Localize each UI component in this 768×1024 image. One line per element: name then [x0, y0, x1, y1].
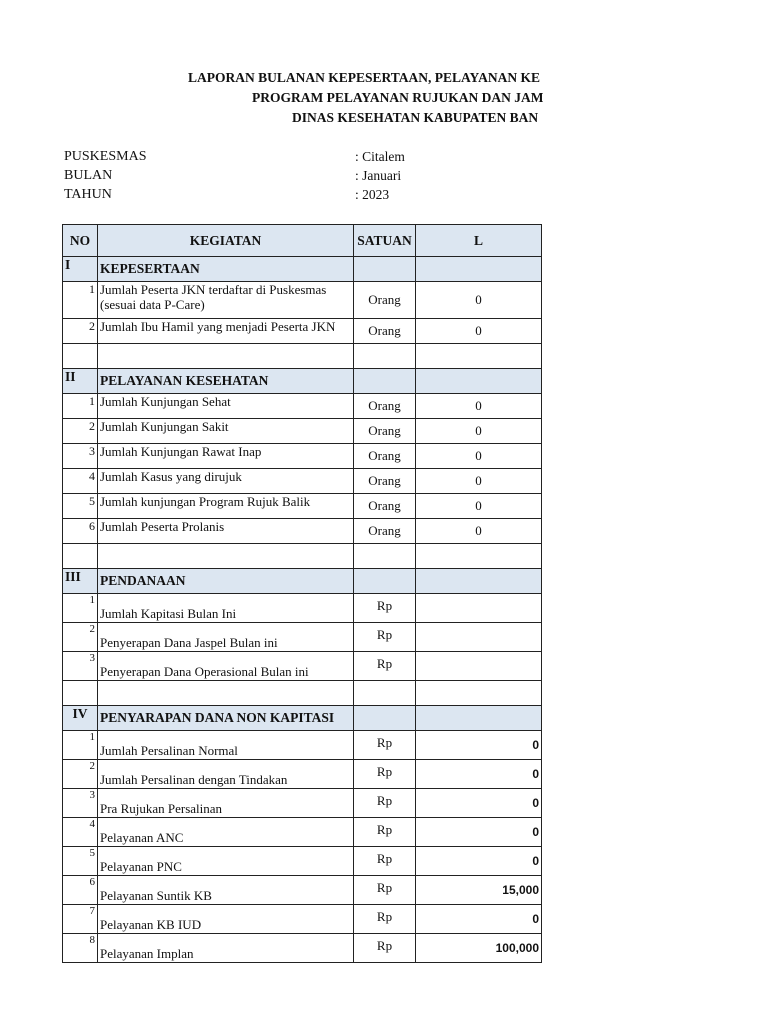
row-number: 1: [63, 394, 98, 419]
row-number: 2: [63, 623, 98, 652]
row-number: 5: [63, 494, 98, 519]
row-satuan: Orang: [354, 394, 416, 419]
section-l-cell: [416, 706, 542, 731]
row-satuan: Orang: [354, 494, 416, 519]
row-satuan: Orang: [354, 469, 416, 494]
table-row: [63, 876, 542, 905]
section-l-cell: [416, 369, 542, 394]
row-l-value: 0: [416, 789, 542, 818]
row-kegiatan: Pra Rujukan Persalinan: [98, 789, 354, 818]
empty-l: [416, 344, 542, 369]
row-l-value: 0: [416, 394, 542, 419]
row-number: 6: [63, 876, 98, 905]
section-number: I: [63, 257, 98, 282]
page-crop-margin: [543, 0, 768, 1024]
row-kegiatan: Penyerapan Dana Operasional Bulan ini: [98, 652, 354, 681]
table-row: [63, 652, 542, 681]
report-title-line-1: LAPORAN BULANAN KEPESERTAAN, PELAYANAN KE: [188, 70, 540, 85]
row-number: 3: [63, 789, 98, 818]
row-satuan: Orang: [354, 282, 416, 319]
row-satuan: Orang: [354, 419, 416, 444]
row-kegiatan: Jumlah Kunjungan Sehat: [98, 394, 354, 419]
row-l-value: 0: [416, 731, 542, 760]
row-number: 4: [63, 818, 98, 847]
row-number: 6: [63, 519, 98, 544]
puskesmas-value: : Citalem: [355, 149, 405, 164]
report-table: [62, 224, 542, 963]
row-number: 4: [63, 469, 98, 494]
row-satuan: Rp: [354, 652, 416, 681]
empty-row: [63, 544, 542, 569]
row-l-value: 0: [416, 818, 542, 847]
table-row: [63, 394, 542, 419]
table-row: [63, 934, 542, 963]
row-l-value: 100,000: [416, 934, 542, 963]
bulan-value: : Januari: [355, 168, 402, 183]
row-satuan: Rp: [354, 731, 416, 760]
section-satuan-cell: [354, 257, 416, 282]
table-row: [63, 818, 542, 847]
table-row: [63, 519, 542, 544]
row-number: 2: [63, 760, 98, 789]
row-l-value: 0: [416, 847, 542, 876]
row-kegiatan: Jumlah Ibu Hamil yang menjadi Peserta JKN: [98, 319, 354, 344]
row-l-value: [416, 594, 542, 623]
row-l-value: 0: [416, 469, 542, 494]
row-kegiatan: Penyerapan Dana Jaspel Bulan ini: [98, 623, 354, 652]
empty-kegiatan: [98, 544, 354, 569]
row-kegiatan: Pelayanan PNC: [98, 847, 354, 876]
table-row: [63, 623, 542, 652]
row-satuan: Orang: [354, 319, 416, 344]
row-number: 1: [63, 731, 98, 760]
row-kegiatan: Jumlah Kunjungan Rawat Inap: [98, 444, 354, 469]
report-title-line-2: PROGRAM PELAYANAN RUJUKAN DAN JAM: [252, 90, 543, 105]
row-l-value: 0: [416, 760, 542, 789]
row-satuan: Orang: [354, 444, 416, 469]
row-kegiatan: Jumlah kunjungan Program Rujuk Balik: [98, 494, 354, 519]
table-row: [63, 469, 542, 494]
row-satuan: Rp: [354, 789, 416, 818]
row-number: 2: [63, 419, 98, 444]
table-row: [63, 594, 542, 623]
row-l-value: 0: [416, 905, 542, 934]
row-satuan: Orang: [354, 519, 416, 544]
table-row: [63, 847, 542, 876]
row-satuan: Rp: [354, 623, 416, 652]
section-row: [63, 257, 542, 282]
table-row: [63, 731, 542, 760]
table-header-row: [63, 225, 542, 257]
row-kegiatan: Pelayanan Suntik KB: [98, 876, 354, 905]
empty-l: [416, 544, 542, 569]
section-satuan-cell: [354, 369, 416, 394]
row-l-value: 0: [416, 519, 542, 544]
row-l-value: 15,000: [416, 876, 542, 905]
section-title: KEPESERTAAN: [98, 257, 354, 282]
row-satuan: Rp: [354, 594, 416, 623]
puskesmas-label: PUSKESMAS: [64, 149, 147, 164]
row-l-value: 0: [416, 494, 542, 519]
table-row: [63, 319, 542, 344]
section-l-cell: [416, 257, 542, 282]
row-l-value: [416, 652, 542, 681]
row-number: 8: [63, 934, 98, 963]
row-satuan: Rp: [354, 876, 416, 905]
row-kegiatan: Jumlah Kasus yang dirujuk: [98, 469, 354, 494]
section-row: [63, 706, 542, 731]
section-l-cell: [416, 569, 542, 594]
row-satuan: Rp: [354, 818, 416, 847]
row-l-value: [416, 623, 542, 652]
section-row: [63, 369, 542, 394]
empty-row: [63, 344, 542, 369]
section-satuan-cell: [354, 706, 416, 731]
section-number: III: [63, 569, 98, 594]
row-kegiatan: Jumlah Persalinan Normal: [98, 731, 354, 760]
empty-kegiatan: [98, 344, 354, 369]
row-satuan: Rp: [354, 905, 416, 934]
row-satuan: Rp: [354, 847, 416, 876]
row-kegiatan: Jumlah Kunjungan Sakit: [98, 419, 354, 444]
row-kegiatan: Pelayanan KB IUD: [98, 905, 354, 934]
section-title: PENYARAPAN DANA NON KAPITASI: [98, 706, 354, 731]
empty-no: [63, 544, 98, 569]
section-title: PENDANAAN: [98, 569, 354, 594]
header-satuan: SATUAN: [354, 225, 416, 257]
table-row: [63, 760, 542, 789]
bulan-label: BULAN: [64, 168, 113, 183]
row-l-value: 0: [416, 419, 542, 444]
section-row: [63, 569, 542, 594]
row-satuan: Rp: [354, 760, 416, 789]
header-kegiatan: KEGIATAN: [98, 225, 354, 257]
row-kegiatan: Jumlah Peserta JKN terdaftar di Puskesmas (sesuai data P-Care): [98, 282, 354, 319]
row-number: 5: [63, 847, 98, 876]
row-number: 1: [63, 594, 98, 623]
table-row: [63, 789, 542, 818]
table-row: [63, 282, 542, 319]
row-l-value: 0: [416, 282, 542, 319]
row-number: 3: [63, 652, 98, 681]
section-number: II: [63, 369, 98, 394]
header-no: NO: [63, 225, 98, 257]
empty-kegiatan: [98, 681, 354, 706]
row-kegiatan: Jumlah Peserta Prolanis: [98, 519, 354, 544]
row-number: 3: [63, 444, 98, 469]
row-number: 1: [63, 282, 98, 319]
empty-satuan: [354, 344, 416, 369]
table-row: [63, 444, 542, 469]
row-number: 2: [63, 319, 98, 344]
empty-satuan: [354, 681, 416, 706]
empty-l: [416, 681, 542, 706]
tahun-label: TAHUN: [64, 187, 112, 202]
row-satuan: Rp: [354, 934, 416, 963]
empty-satuan: [354, 544, 416, 569]
empty-no: [63, 681, 98, 706]
table-row: [63, 419, 542, 444]
empty-row: [63, 681, 542, 706]
tahun-value: : 2023: [355, 187, 390, 202]
row-kegiatan: Pelayanan ANC: [98, 818, 354, 847]
row-l-value: 0: [416, 444, 542, 469]
row-l-value: 0: [416, 319, 542, 344]
report-title-line-3: DINAS KESEHATAN KABUPATEN BAN: [292, 110, 539, 125]
row-kegiatan: Pelayanan Implan: [98, 934, 354, 963]
table-row: [63, 494, 542, 519]
empty-no: [63, 344, 98, 369]
section-satuan-cell: [354, 569, 416, 594]
row-number: 7: [63, 905, 98, 934]
row-kegiatan: Jumlah Persalinan dengan Tindakan: [98, 760, 354, 789]
header-l: L: [416, 225, 542, 257]
section-number: IV: [63, 706, 98, 731]
table-row: [63, 905, 542, 934]
row-kegiatan: Jumlah Kapitasi Bulan Ini: [98, 594, 354, 623]
section-title: PELAYANAN KESEHATAN: [98, 369, 354, 394]
